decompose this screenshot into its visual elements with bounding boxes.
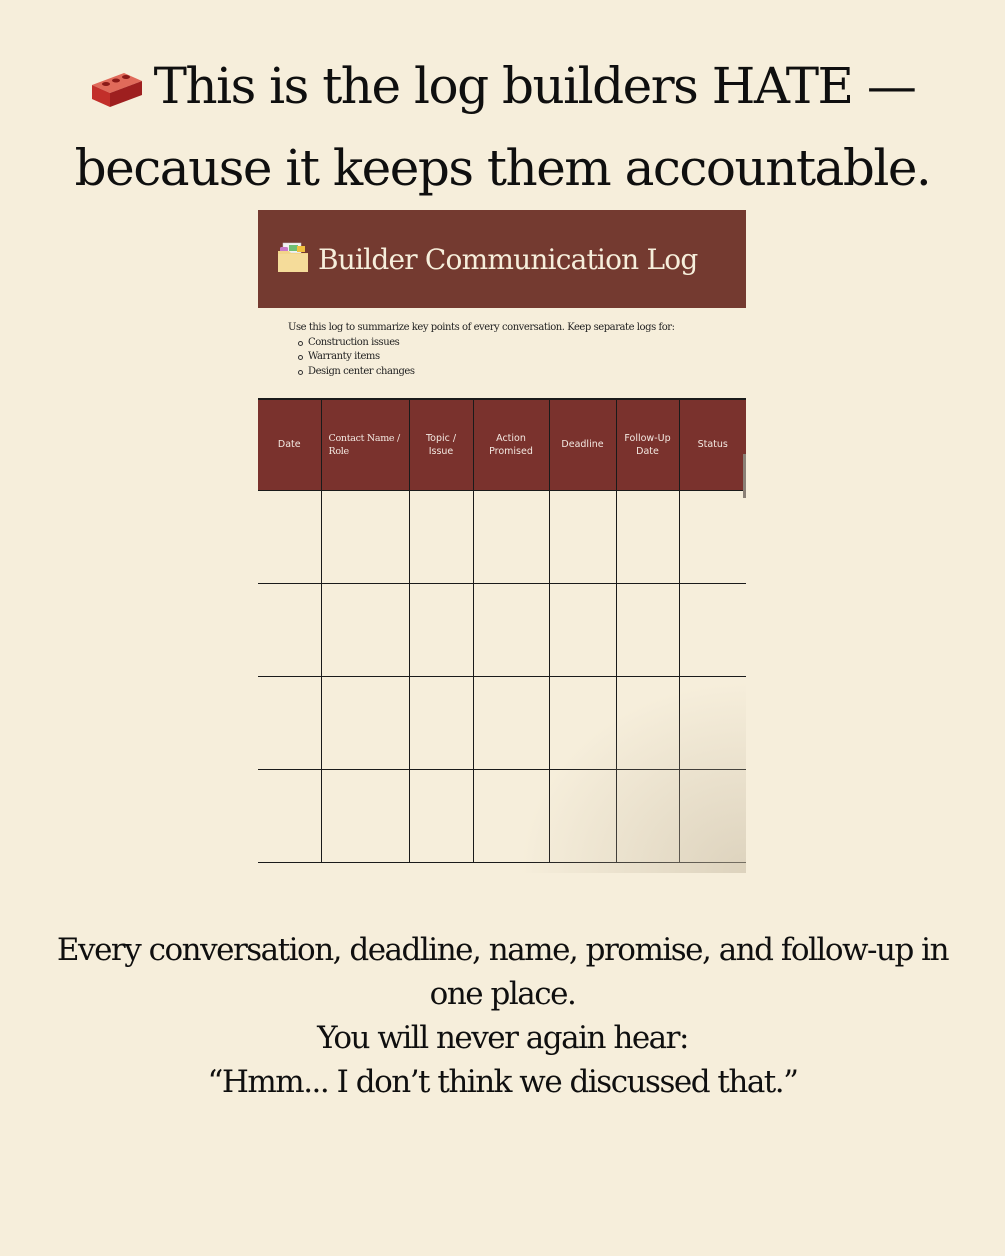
table-cell[interactable]: [258, 770, 321, 863]
document-title: Builder Communication Log: [318, 242, 698, 276]
caption-line-2: one place.: [429, 976, 576, 1012]
folder-icon: [277, 241, 309, 277]
headline-line-1: [40, 48, 965, 130]
table-cell[interactable]: [679, 584, 746, 677]
table-cell[interactable]: [616, 584, 679, 677]
table-cell[interactable]: [409, 491, 473, 584]
table-cell[interactable]: [258, 677, 321, 770]
table-cell[interactable]: [321, 770, 409, 863]
column-header-deadline: Deadline: [549, 399, 616, 491]
table-cell[interactable]: [258, 584, 321, 677]
document-preview: [258, 210, 746, 873]
communication-log-table: [258, 398, 746, 863]
table-cell[interactable]: [473, 584, 549, 677]
table-cell[interactable]: [409, 584, 473, 677]
table-cell[interactable]: [679, 770, 746, 863]
table-row: [258, 584, 746, 677]
headline: [40, 48, 965, 206]
column-header-status: Status: [679, 399, 746, 491]
list-item: Construction issues: [308, 336, 738, 351]
caption-line-4: “Hmm... I don’t think we discussed that.”: [207, 1064, 798, 1100]
table-header-row: [258, 399, 746, 491]
caption-line-1: Every conversation, deadline, name, promise, and follow-up in: [56, 932, 949, 968]
table-cell[interactable]: [473, 770, 549, 863]
headline-text-1: This is the log builders HATE —: [153, 57, 916, 115]
table-cell[interactable]: [321, 584, 409, 677]
table-cell[interactable]: [473, 677, 549, 770]
table-cell[interactable]: [549, 584, 616, 677]
column-header-follow-up: Follow-Up Date: [616, 399, 679, 491]
table-cell[interactable]: [473, 491, 549, 584]
table-cell[interactable]: [549, 677, 616, 770]
column-header-date: Date: [258, 399, 321, 491]
table-cell[interactable]: [616, 770, 679, 863]
table-cell[interactable]: [549, 770, 616, 863]
document-banner: [258, 210, 746, 308]
column-header-contact: Contact Name / Role: [321, 399, 409, 491]
table-cell[interactable]: [616, 677, 679, 770]
list-item: Warranty items: [308, 350, 738, 365]
table-row: [258, 491, 746, 584]
table-cell[interactable]: [679, 491, 746, 584]
table-row: [258, 770, 746, 863]
table-cell[interactable]: [409, 770, 473, 863]
table-cell[interactable]: [409, 677, 473, 770]
brick-icon: [90, 54, 144, 130]
table-cell[interactable]: [679, 677, 746, 770]
intro-text: Use this log to summarize key points of every conversation. Keep separate logs for:: [288, 322, 675, 333]
column-header-action: Action Promised: [473, 399, 549, 491]
caption: [40, 928, 965, 1104]
headline-line-2: because it keeps them accountable.: [74, 139, 931, 197]
scrollbar[interactable]: [743, 454, 746, 498]
list-item: Design center changes: [308, 365, 738, 380]
column-header-topic: Topic / Issue: [409, 399, 473, 491]
table-cell[interactable]: [616, 491, 679, 584]
intro-list: [288, 336, 738, 380]
caption-line-3: You will never again hear:: [317, 1020, 688, 1056]
table-cell[interactable]: [258, 491, 321, 584]
table-cell[interactable]: [321, 677, 409, 770]
table-cell[interactable]: [549, 491, 616, 584]
table-row: [258, 677, 746, 770]
document-intro: [288, 321, 738, 379]
table-cell[interactable]: [321, 491, 409, 584]
